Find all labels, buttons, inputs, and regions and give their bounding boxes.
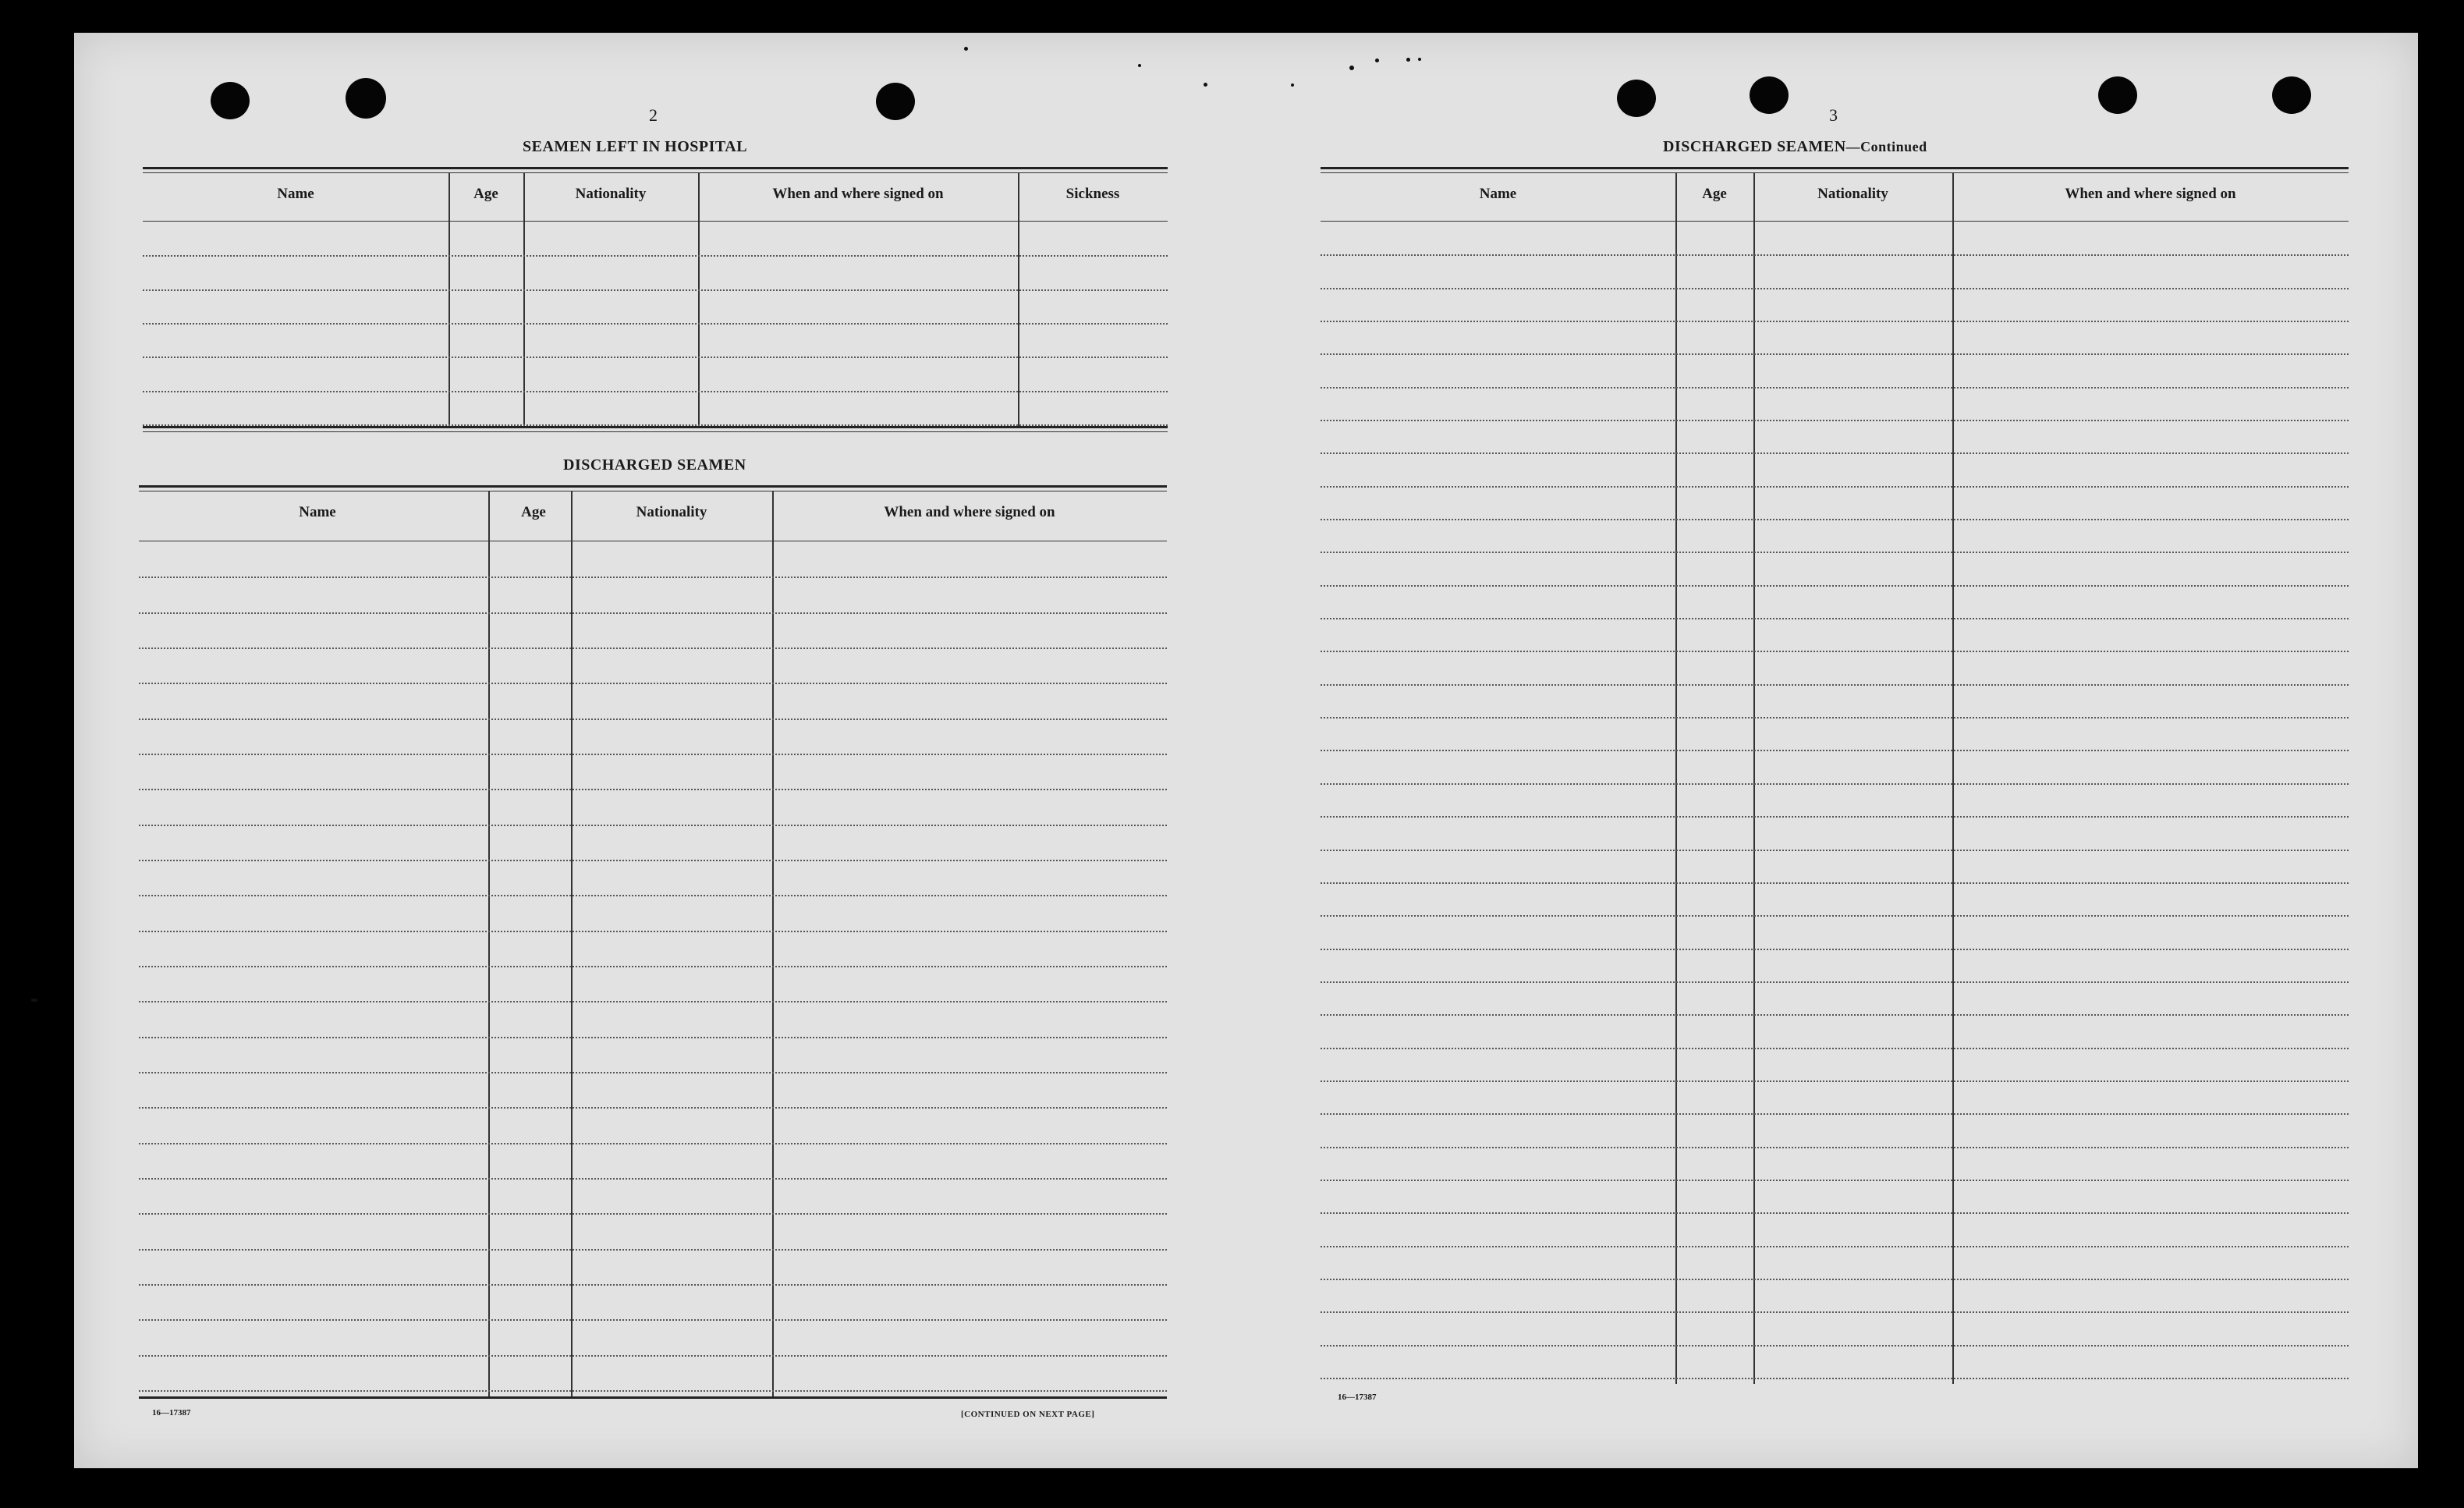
page-number-right: 3 [1829,105,1838,125]
blank-entry-line [143,255,1168,257]
speck [1204,83,1207,87]
blank-entry-line [139,1072,1167,1073]
blank-entry-line [1321,981,2349,983]
discharged-col-name: Name [299,504,336,520]
hospital-table [143,167,1168,432]
speck [1291,83,1294,87]
hospital-title: SEAMEN LEFT IN HOSPITAL [523,138,748,155]
blank-entry-line [139,966,1167,967]
blank-entry-line [143,289,1168,291]
blank-entry-line [1321,552,2349,553]
blank-entry-line [1321,783,2349,785]
blank-entry-line [1321,651,2349,652]
blank-entry-line [1321,816,2349,818]
discharged-col-signed-on: When and where signed on [884,504,1055,520]
discharged-cont-title-suffix: —Continued [1845,139,1927,154]
blank-entry-line [143,391,1168,392]
blank-entry-line [1321,618,2349,619]
blank-entry-line [139,1284,1167,1286]
discharged-cont-title [1663,138,1927,156]
blank-entry-line [1321,387,2349,389]
blank-entry-line [1321,684,2349,686]
cont-col-nationality: Nationality [1817,186,1888,202]
blank-entry-line [1321,420,2349,421]
blank-entry-line [139,931,1167,932]
blank-entry-line [139,1249,1167,1251]
punch-hole [211,82,250,119]
discharged-col-nationality: Nationality [636,504,707,520]
blank-entry-line [139,1037,1167,1038]
continued-note: [CONTINUED ON NEXT PAGE] [961,1410,1095,1419]
speck [1418,58,1421,61]
hospital-col-sickness: Sickness [1065,186,1120,202]
discharged-col-age: Age [521,504,546,520]
blank-entry-line [1321,1378,2349,1379]
discharged-cont-table [1321,167,2349,1384]
blank-entry-line [1321,717,2349,719]
blank-entry-line [139,612,1167,614]
blank-entry-line [139,754,1167,755]
blank-entry-line [139,648,1167,649]
punch-hole [1617,80,1656,117]
blank-entry-line [1321,1080,2349,1082]
hospital-col-age: Age [473,186,498,202]
blank-entry-line [139,1213,1167,1215]
speck [1375,59,1379,62]
speck [964,47,968,51]
blank-entry-line [1321,585,2349,587]
blank-entry-line [1321,949,2349,950]
hospital-col-nationality: Nationality [575,186,647,202]
blank-entry-line [1321,1212,2349,1214]
speck [1138,64,1141,67]
punch-hole [2272,76,2311,114]
speck [1406,58,1410,62]
blank-entry-line [1321,519,2349,520]
blank-entry-line [1321,1311,2349,1313]
blank-entry-line [1321,1180,2349,1181]
punch-hole [346,78,386,119]
blank-entry-line [1321,1246,2349,1247]
blank-entry-line [139,1319,1167,1321]
discharged-table [139,485,1167,1402]
blank-entry-line [1321,452,2349,454]
blank-entry-line [1321,915,2349,917]
blank-entry-line [139,1178,1167,1180]
blank-entry-line [139,683,1167,684]
blank-entry-line [1321,254,2349,256]
blank-entry-line [1321,1113,2349,1115]
blank-entry-line [139,1355,1167,1357]
blank-entry-line [1321,850,2349,851]
punch-hole [2098,76,2137,114]
blank-entry-line [143,357,1168,358]
blank-entry-line [143,323,1168,325]
punch-hole [1750,76,1789,114]
blank-entry-line [1321,321,2349,322]
blank-entry-line [1321,750,2349,751]
blank-entry-line [1321,1014,2349,1016]
form-number-right: 16—17387 [1338,1393,1377,1402]
blank-entry-line [1321,486,2349,488]
blank-entry-line [139,789,1167,790]
page-number-left: 2 [649,105,658,125]
blank-entry-line [139,1107,1167,1109]
blank-entry-line [1321,353,2349,355]
cont-col-name: Name [1479,186,1517,202]
cont-col-age: Age [1702,186,1727,202]
blank-entry-line [139,577,1167,578]
blank-entry-line [1321,882,2349,884]
blank-entry-line [1321,1279,2349,1280]
hospital-col-signed-on: When and where signed on [772,186,944,202]
blank-entry-line [139,719,1167,720]
blank-entry-line [1321,288,2349,289]
speck [1349,66,1354,70]
blank-entry-line [1321,1345,2349,1347]
punch-hole [876,83,915,120]
discharged-cont-title-main: DISCHARGED SEAMEN [1663,138,1846,155]
discharged-title: DISCHARGED SEAMEN [563,456,746,474]
blank-entry-line [1321,1147,2349,1148]
blank-entry-line [139,1390,1167,1392]
form-number-left: 16—17387 [152,1408,191,1418]
blank-entry-line [139,1143,1167,1144]
blank-entry-line [1321,1048,2349,1049]
blank-entry-line [139,1001,1167,1002]
blank-entry-line [139,825,1167,826]
blank-entry-line [139,895,1167,896]
cont-col-signed-on: When and where signed on [2065,186,2236,202]
hospital-col-name: Name [277,186,314,202]
blank-entry-line [139,860,1167,861]
speck [31,999,37,1002]
